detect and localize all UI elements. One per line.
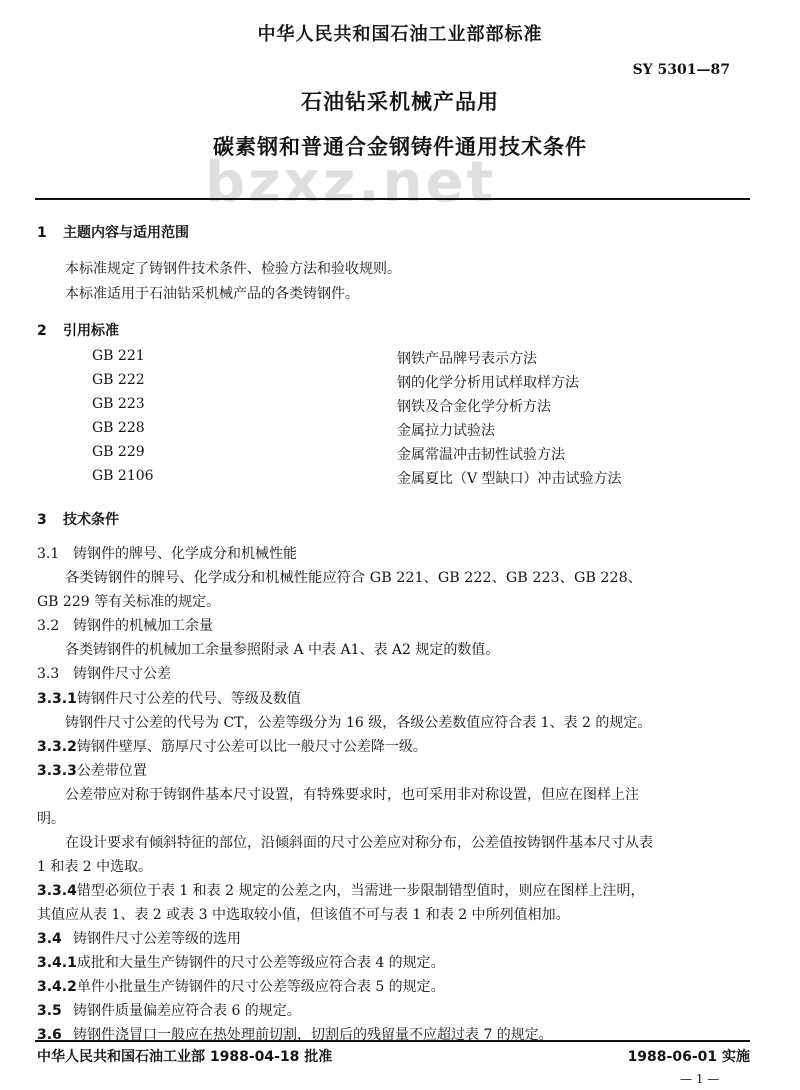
- header-rule: [35, 198, 750, 200]
- ref-name: 金属常温冲击韧性试验方法: [397, 447, 565, 463]
- clause-number: 3.3.2: [37, 739, 77, 755]
- clause-number: 3.1: [37, 546, 60, 562]
- clause-title: 铸钢件尺寸公差: [73, 666, 171, 682]
- clause-3-3-3: [37, 760, 147, 780]
- title-line-2: 碳素钢和普通合金钢铸件通用技术条件: [213, 135, 587, 159]
- clause-3-5: [37, 1000, 301, 1020]
- paragraph: 在设计要求有倾斜特征的部位，沿倾斜面的尺寸公差应对称分布，公差值按铸钢件基本尺寸从表: [65, 835, 653, 851]
- section-3-heading: [37, 509, 119, 529]
- clause-title: 铸钢件尺寸公差等级的选用: [73, 931, 241, 947]
- clause-3-2: [37, 615, 213, 635]
- paragraph: 1 和表 2 中选取。: [37, 859, 153, 875]
- paragraph: 各类铸钢件的机械加工余量参照附录 A 中表 A1、表 A2 规定的数值。: [65, 642, 500, 658]
- clause-number: 3.6: [37, 1027, 62, 1043]
- paragraph: 本标准规定了铸钢件技术条件、检验方法和验收规则。: [65, 261, 401, 277]
- clause-3-3: [37, 663, 171, 683]
- clause-number: 3.3.3: [37, 763, 77, 779]
- clause-number: 3.5: [37, 1003, 62, 1019]
- ref-code: GB 222: [92, 372, 145, 388]
- paragraph: 本标准适用于石油钻采机械产品的各类铸钢件。: [65, 286, 359, 302]
- clause-3-4-2: [37, 976, 445, 996]
- clause-3-3-1: [37, 688, 301, 708]
- ref-name: 钢铁及合金化学分析方法: [397, 399, 551, 415]
- paragraph: GB 229 等有关标准的规定。: [37, 594, 221, 610]
- clause-number: 3.3.1: [37, 691, 77, 707]
- title-line-1: 石油钻采机械产品用: [301, 90, 499, 114]
- section-title: 引用标准: [63, 323, 119, 339]
- clause-text: 错型必须位于表 1 和表 2 规定的公差之内，当需进一步限制错型值时，则应在图样上注明，: [76, 883, 645, 899]
- effective-date: 1988-06-01 实施: [627, 1049, 750, 1065]
- clause-title: 铸钢件的机械加工余量: [73, 618, 213, 634]
- clause-3-1: [37, 543, 297, 563]
- clause-text: 铸钢件浇冒口一般应在热处理前切割，切割后的残留量不应超过表 7 的规定。: [73, 1027, 553, 1043]
- section-title: 主题内容与适用范围: [63, 225, 189, 241]
- paragraph: 公差带应对称于铸钢件基本尺寸设置，有特殊要求时，也可采用非对称设置，但应在图样上注: [65, 787, 639, 803]
- clause-3-3-2: [37, 736, 427, 756]
- paragraph: 各类铸钢件的牌号、化学成分和机械性能应符合 GB 221、GB 222、GB 223、GB 228、: [65, 570, 643, 586]
- paragraph: 明。: [37, 811, 65, 827]
- clause-number: 3.4: [37, 931, 62, 947]
- watermark: bzxz.net: [205, 150, 497, 215]
- ref-code: GB 223: [92, 396, 145, 412]
- clause-text: 单件小批量生产铸钢件的尺寸公差等级应符合表 5 的规定。: [76, 979, 445, 995]
- ref-code: GB 2106: [92, 468, 154, 484]
- clause-title: 公差带位置: [76, 763, 147, 779]
- ref-name: 金属夏比（V 型缺口）冲击试验方法: [397, 471, 622, 487]
- clause-3-4-1: [37, 952, 445, 972]
- clause-number: 3.3: [37, 666, 60, 682]
- clause-number: 3.3.4: [37, 883, 77, 899]
- clause-3-3-4: [37, 880, 645, 900]
- page-number: — 1 —: [680, 1072, 720, 1086]
- clause-number: 3.4.1: [37, 955, 77, 971]
- clause-text: 铸钢件质量偏差应符合表 6 的规定。: [73, 1003, 301, 1019]
- ref-code: GB 229: [92, 444, 145, 460]
- clause-title: 铸钢件尺寸公差的代号、等级及数值: [76, 691, 301, 707]
- standard-code: SY 5301—87: [632, 62, 730, 78]
- section-number: 1: [37, 225, 47, 241]
- ref-name: 金属拉力试验法: [397, 423, 495, 439]
- paragraph: 铸钢件尺寸公差的代号为 CT，公差等级分为 16 级，各级公差数值应符合表 1、表 2 的规定。: [65, 715, 652, 731]
- ref-name: 钢的化学分析用试样取样方法: [397, 375, 579, 391]
- clause-text: 铸钢件壁厚、筋厚尺寸公差可以比一般尺寸公差降一级。: [76, 739, 427, 755]
- clause-title: 铸钢件的牌号、化学成分和机械性能: [73, 546, 297, 562]
- ref-code: GB 228: [92, 420, 145, 436]
- clause-number: 3.4.2: [37, 979, 77, 995]
- section-1-heading: [37, 222, 189, 242]
- ref-code: GB 221: [92, 348, 145, 364]
- ref-name: 钢铁产品牌号表示方法: [397, 351, 537, 367]
- footer-rule: [35, 1040, 750, 1042]
- paragraph: 其值应从表 1、表 2 或表 3 中选取较小值，但该值不可与表 1 和表 2 中所列值相加。: [37, 907, 570, 923]
- section-title: 技术条件: [63, 512, 119, 528]
- section-number: 3: [37, 512, 47, 528]
- issuing-organization: 中华人民共和国石油工业部部标准: [257, 24, 543, 45]
- clause-3-4: [37, 928, 241, 948]
- section-number: 2: [37, 323, 47, 339]
- clause-text: 成批和大量生产铸钢件的尺寸公差等级应符合表 4 的规定。: [76, 955, 445, 971]
- clause-number: 3.2: [37, 618, 60, 634]
- section-2-heading: [37, 320, 119, 340]
- approval-statement: 中华人民共和国石油工业部 1988-04-18 批准: [37, 1049, 333, 1065]
